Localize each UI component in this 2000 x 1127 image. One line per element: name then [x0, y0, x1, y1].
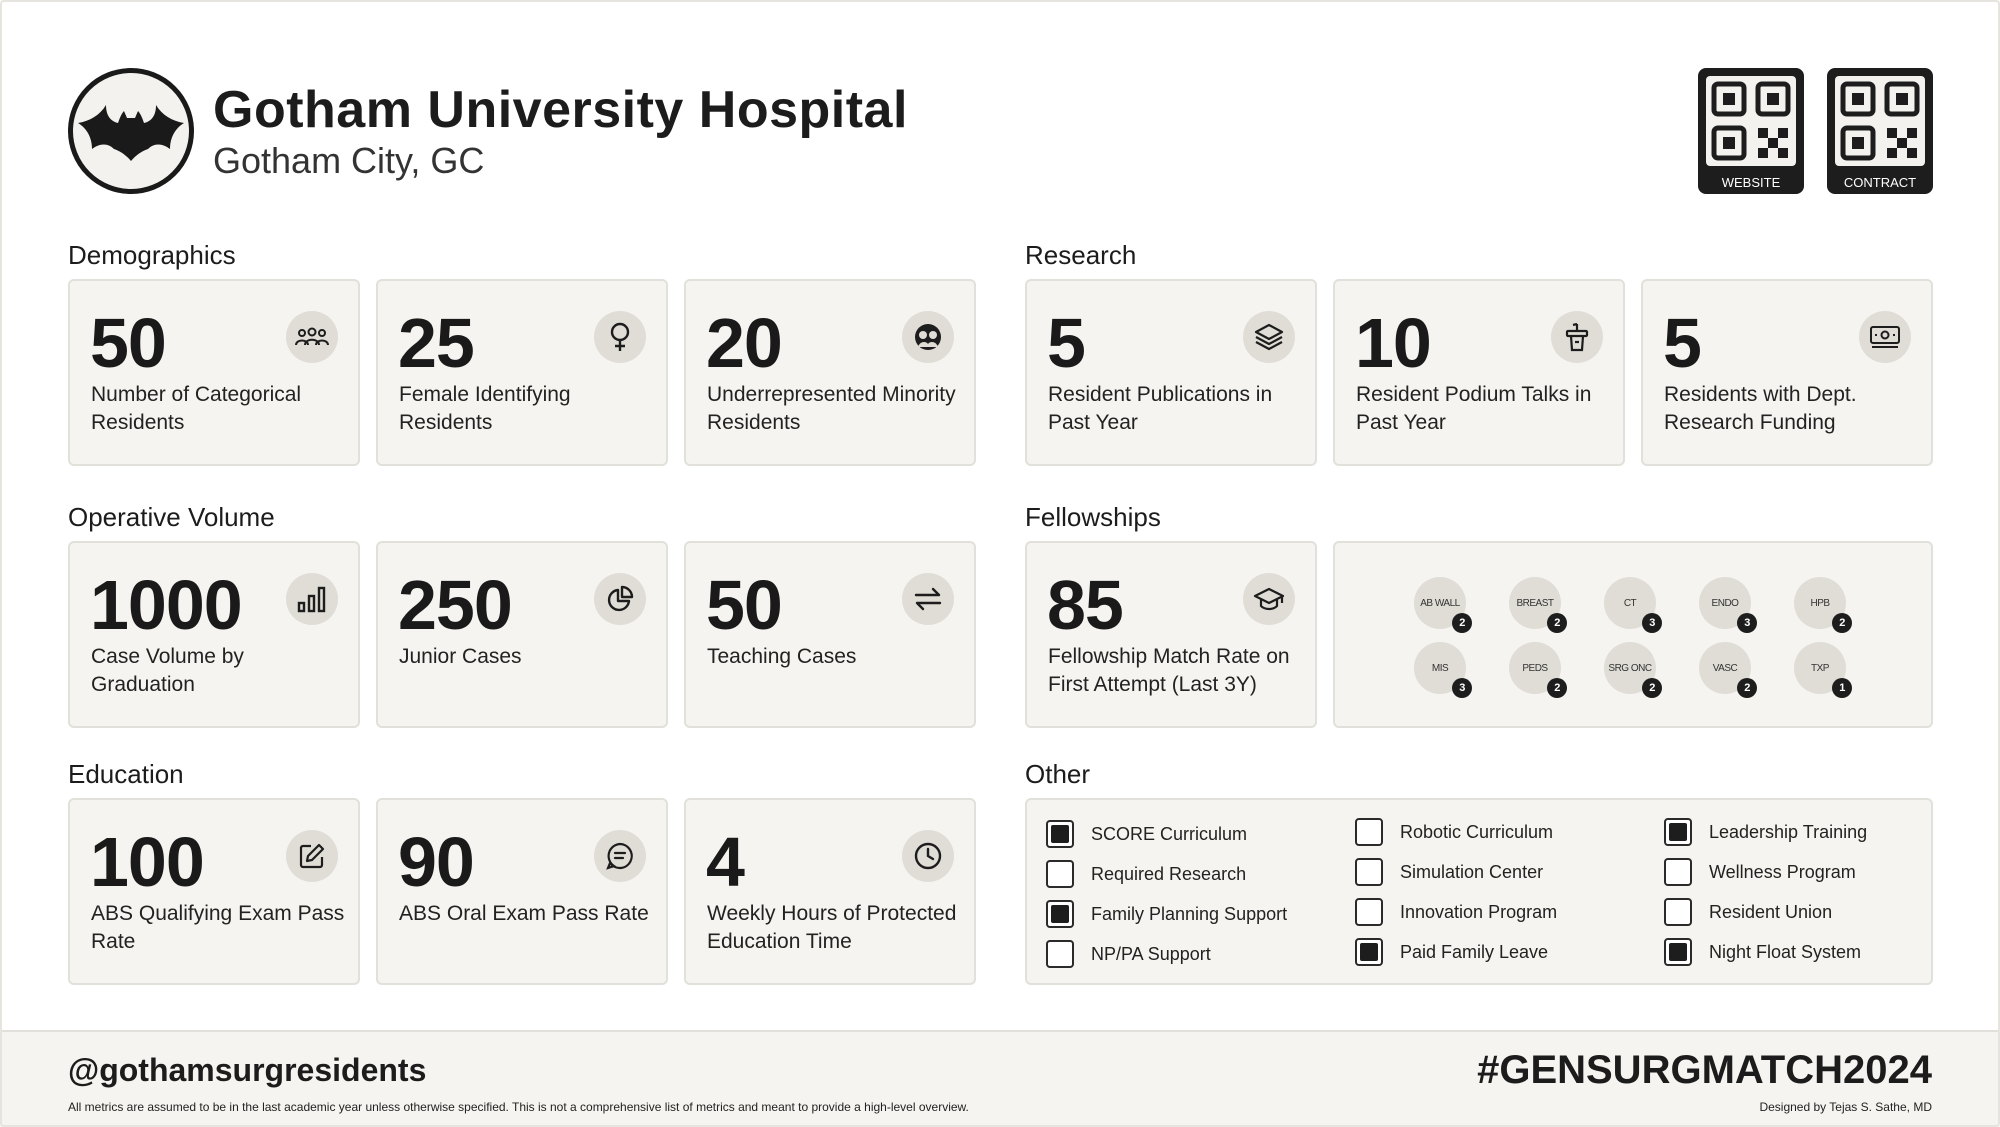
- checkbox-box[interactable]: [1664, 938, 1692, 966]
- metric-label: Underrepresented Minority Residents: [707, 383, 956, 434]
- fellowship-bubble: [1794, 577, 1846, 629]
- qr-code-icon: [1706, 76, 1796, 166]
- footer: [0, 1030, 2000, 1127]
- checkmark-fill: [1669, 823, 1687, 841]
- section-title-operative: Operative Volume: [68, 502, 275, 532]
- checkmark-fill: [1360, 943, 1378, 961]
- fellowship-bubble: [1604, 642, 1656, 694]
- social-handle[interactable]: @gothamsurgresidents: [68, 1052, 427, 1088]
- metric-label: Residents with Dept. Research Funding: [1664, 383, 1857, 434]
- fellowship-name: AB WALL: [1420, 597, 1460, 609]
- metric-value: 1000: [90, 566, 242, 644]
- qr-label: CONTRACT: [1843, 175, 1917, 190]
- metric-value: 50: [90, 304, 166, 382]
- metric-value: 85: [1047, 566, 1123, 644]
- disclaimer-text: All metrics are assumed to be in the last academic year unless otherwise specified. This is not a comprehensive list of metrics and meant to provide a high-level overview.: [68, 1100, 969, 1114]
- fellowship-name: BREAST: [1516, 597, 1554, 609]
- checkbox-box[interactable]: [1355, 938, 1383, 966]
- metric-label: Case Volume by Graduation: [91, 645, 244, 696]
- fellowship-bubble: [1794, 642, 1846, 694]
- checkbox-wellness-program[interactable]: [1664, 858, 1856, 886]
- checkbox-box[interactable]: [1046, 860, 1074, 888]
- metric-card-female-residents: [376, 279, 668, 466]
- hashtag: #GENSURGMATCH2024: [1477, 1048, 1932, 1092]
- checkbox-label: Resident Union: [1709, 901, 1833, 922]
- fellowship-count-badge: 3: [1642, 613, 1662, 633]
- layers-icon: [1243, 311, 1295, 363]
- checkbox-box[interactable]: [1046, 820, 1074, 848]
- fellowship-count-badge: 1: [1832, 678, 1852, 698]
- metric-label: Junior Cases: [399, 645, 522, 668]
- checkbox-label: NP/PA Support: [1091, 943, 1211, 964]
- section-title-fellowships: Fellowships: [1025, 502, 1161, 532]
- fellowship-bubble: [1509, 577, 1561, 629]
- edit-icon: [286, 830, 338, 882]
- metric-value: 25: [398, 304, 474, 382]
- fellowship-count-badge: 2: [1737, 678, 1757, 698]
- qr-code-icon: [1835, 76, 1925, 166]
- metric-card-oral-exam: [376, 798, 668, 985]
- pie-chart-icon: [594, 573, 646, 625]
- fellowship-count-badge: 2: [1452, 613, 1472, 633]
- checkbox-np-pa-support[interactable]: [1046, 940, 1211, 968]
- metric-value: 50: [706, 566, 782, 644]
- other-features-card: [1025, 798, 1933, 985]
- metric-card-education-time: [684, 798, 976, 985]
- metric-card-research-funding: [1641, 279, 1933, 466]
- metric-value: 100: [90, 823, 204, 901]
- metric-value: 10: [1355, 304, 1431, 382]
- metric-value: 5: [1047, 304, 1085, 382]
- fellowship-name: VASC: [1712, 662, 1738, 674]
- checkbox-box[interactable]: [1355, 858, 1383, 886]
- metric-card-categorical-residents: [68, 279, 360, 466]
- checkbox-label: Innovation Program: [1400, 901, 1558, 922]
- checkbox-simulation-center[interactable]: [1355, 858, 1543, 886]
- fellowship-name: SRG ONC: [1608, 662, 1652, 674]
- checkbox-label: Wellness Program: [1709, 861, 1856, 882]
- graduation-cap-icon: [1243, 573, 1295, 625]
- fellowship-name: CT: [1623, 597, 1637, 609]
- checkbox-box[interactable]: [1664, 898, 1692, 926]
- checkbox-label: Night Float System: [1709, 941, 1862, 962]
- fellowship-name: ENDO: [1711, 597, 1739, 609]
- fellowship-bubble: [1699, 577, 1751, 629]
- hospital-logo: [68, 68, 194, 194]
- checkbox-label: Paid Family Leave: [1400, 941, 1549, 962]
- checkbox-innovation-program[interactable]: [1355, 898, 1557, 926]
- checkbox-box[interactable]: [1046, 900, 1074, 928]
- checkbox-label: SCORE Curriculum: [1091, 823, 1248, 844]
- fellowship-bubble: [1604, 577, 1656, 629]
- hospital-name: Gotham University Hospital: [213, 81, 908, 139]
- checkbox-resident-union[interactable]: [1664, 898, 1832, 926]
- checkbox-paid-family-leave[interactable]: [1355, 938, 1548, 966]
- fellowship-count-badge: 3: [1452, 678, 1472, 698]
- metric-value: 20: [706, 304, 782, 382]
- checkmark-fill: [1051, 825, 1069, 843]
- checkbox-box[interactable]: [1664, 818, 1692, 846]
- metric-label: Female Identifying Residents: [399, 383, 571, 434]
- metric-value: 5: [1663, 304, 1701, 382]
- hospital-location: Gotham City, GC: [213, 140, 485, 181]
- checkbox-box[interactable]: [1046, 940, 1074, 968]
- podium-icon: [1551, 311, 1603, 363]
- checkmark-fill: [1669, 943, 1687, 961]
- metric-card-podium-talks: [1333, 279, 1625, 466]
- metric-card-junior-cases: [376, 541, 668, 728]
- metric-card-publications: [1025, 279, 1317, 466]
- fellowship-name: PEDS: [1522, 662, 1548, 674]
- contract-qr-code[interactable]: [1827, 68, 1933, 194]
- checkbox-label: Family Planning Support: [1091, 903, 1288, 924]
- bat-icon: [76, 101, 186, 161]
- chat-icon: [594, 830, 646, 882]
- metric-label: Number of Categorical Residents: [91, 383, 302, 434]
- metric-label: Fellowship Match Rate on First Attempt (Last 3Y): [1048, 645, 1290, 696]
- fellowship-name: MIS: [1431, 662, 1449, 674]
- fellowship-name: HPB: [1810, 597, 1830, 609]
- section-title-demographics: Demographics: [68, 240, 236, 270]
- section-title-education: Education: [68, 759, 184, 789]
- metric-card-qualifying-exam: [68, 798, 360, 985]
- metric-label: ABS Qualifying Exam Pass Rate: [91, 902, 345, 953]
- metric-label: Resident Publications in Past Year: [1048, 383, 1273, 434]
- checkbox-robotic-curriculum[interactable]: [1355, 818, 1553, 846]
- checkbox-label: Robotic Curriculum: [1400, 821, 1554, 842]
- checkbox-label: Simulation Center: [1400, 861, 1544, 882]
- metric-value: 250: [398, 566, 512, 644]
- metric-label: Resident Podium Talks in Past Year: [1356, 383, 1592, 434]
- clock-icon: [902, 830, 954, 882]
- checkbox-leadership-training[interactable]: [1664, 818, 1867, 846]
- fellowship-bubble: [1414, 577, 1466, 629]
- fellowship-name: TXP: [1811, 662, 1829, 674]
- money-icon: [1859, 311, 1911, 363]
- fellowship-bubble: [1414, 642, 1466, 694]
- checkbox-score-curriculum[interactable]: [1046, 820, 1247, 848]
- metric-label: Weekly Hours of Protected Education Time: [707, 902, 957, 953]
- fellowship-bubble: [1509, 642, 1561, 694]
- diversity-icon: [902, 311, 954, 363]
- swap-icon: [902, 573, 954, 625]
- fellowship-count-badge: 2: [1547, 613, 1567, 633]
- metric-card-minority-residents: [684, 279, 976, 466]
- female-icon: [594, 311, 646, 363]
- section-title-other: Other: [1025, 759, 1091, 789]
- checkbox-box[interactable]: [1664, 858, 1692, 886]
- designer-credit: Designed by Tejas S. Sathe, MD: [1759, 1100, 1932, 1114]
- checkbox-label: Leadership Training: [1709, 821, 1868, 842]
- checkmark-fill: [1051, 905, 1069, 923]
- fellowship-count-badge: 2: [1547, 678, 1567, 698]
- metric-value: 4: [706, 823, 744, 901]
- fellowship-count-badge: 2: [1642, 678, 1662, 698]
- metric-label: ABS Oral Exam Pass Rate: [399, 902, 649, 925]
- checkbox-night-float[interactable]: [1664, 938, 1861, 966]
- people-icon: [286, 311, 338, 363]
- checkbox-required-research[interactable]: [1046, 860, 1246, 888]
- metric-card-case-volume: [68, 541, 360, 728]
- checkbox-family-planning[interactable]: [1046, 900, 1287, 928]
- section-title-research: Research: [1025, 240, 1137, 270]
- fellowship-count-badge: 2: [1832, 613, 1852, 633]
- checkbox-box[interactable]: [1355, 898, 1383, 926]
- fellowship-count-badge: 3: [1737, 613, 1757, 633]
- fellowship-bubble: [1699, 642, 1751, 694]
- metric-card-fellowship-match: [1025, 541, 1317, 728]
- checkbox-label: Required Research: [1091, 863, 1247, 884]
- website-qr-code[interactable]: [1698, 68, 1804, 194]
- metric-value: 90: [398, 823, 474, 901]
- checkbox-box[interactable]: [1355, 818, 1383, 846]
- metric-label: Teaching Cases: [707, 645, 857, 668]
- metric-card-teaching-cases: [684, 541, 976, 728]
- qr-label: WEBSITE: [1721, 175, 1781, 190]
- fellowship-list-card: [1333, 541, 1933, 728]
- bar-chart-icon: [286, 573, 338, 625]
